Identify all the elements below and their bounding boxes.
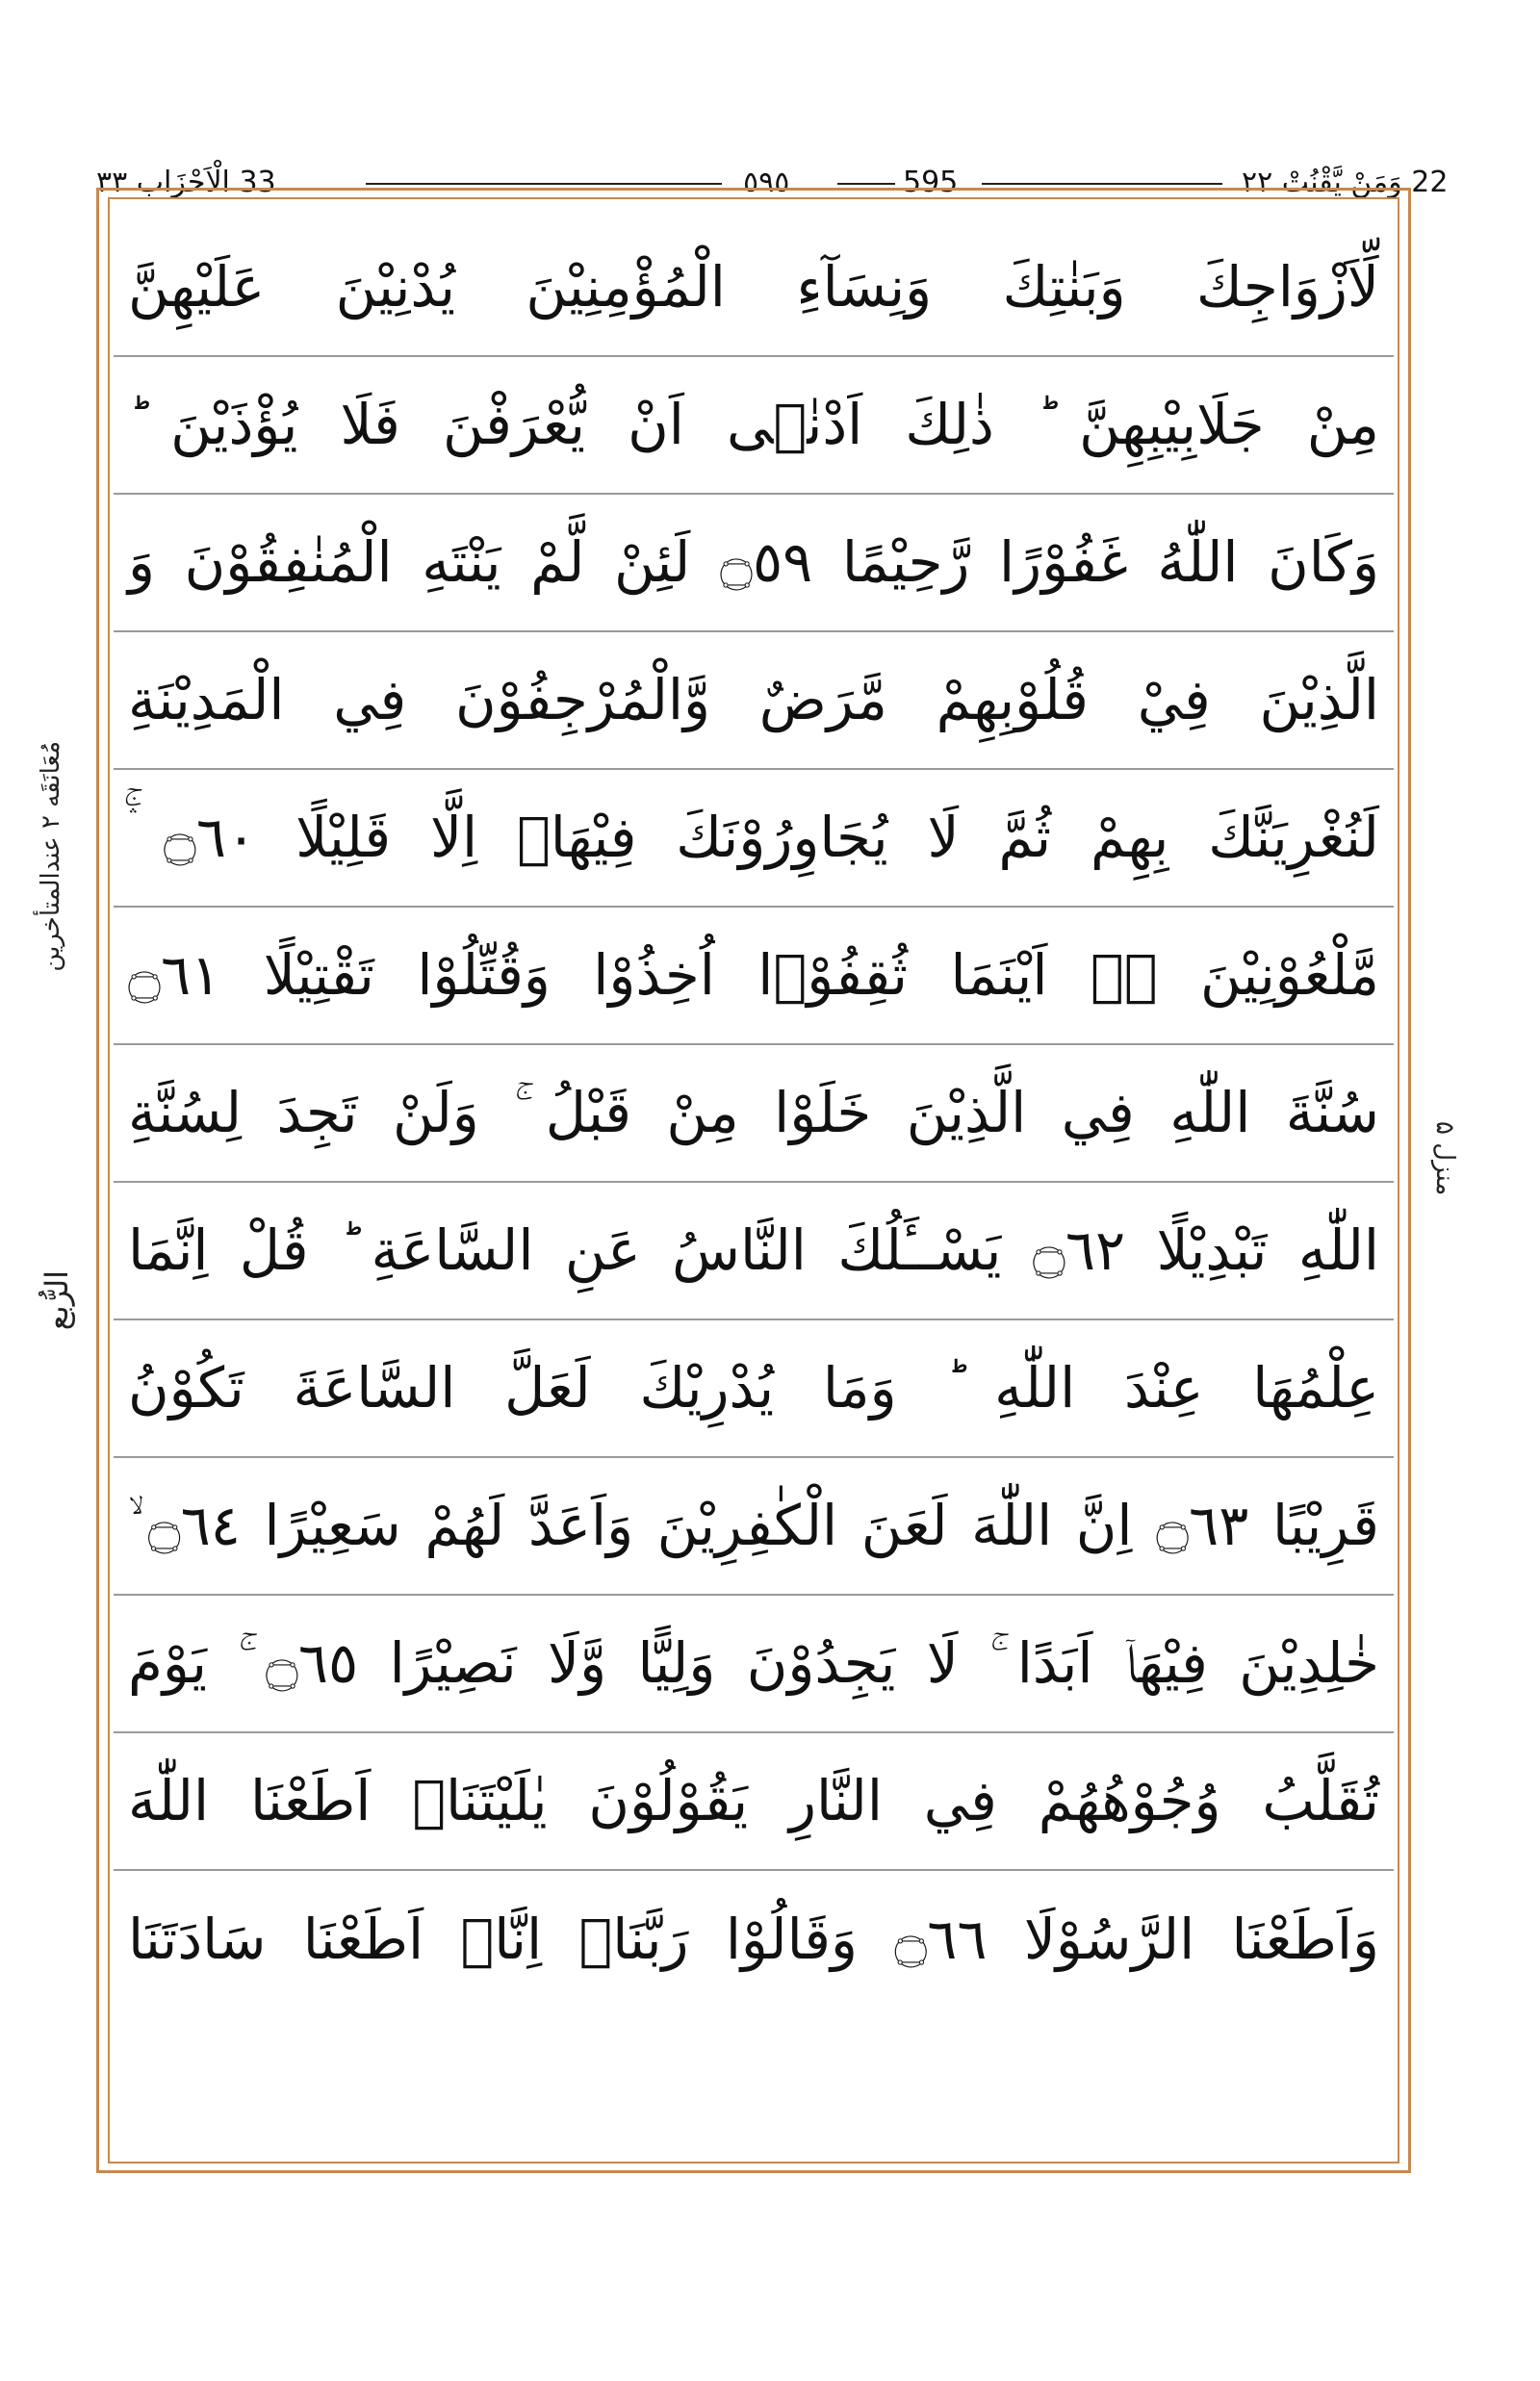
- manzil-marker: منزل ۵: [1430, 1121, 1459, 1196]
- verse-text: لَنُغْرِيَنَّكَ بِهِمْ ثُمَّ لَا يُجَاوِرُوْنَكَ فِيْهَاۤ اِلَّا قَلِيْلًا ۝٦٠ ۛۚ: [128, 805, 1379, 870]
- text-line: [114, 1596, 1394, 1733]
- verse-text: وَاَطَعْنَا الرَّسُوْلَا ۝٦٦ وَقَالُوْا رَبَّنَاۤ اِنَّاۤ اَطَعْنَا سَادَتَنَا: [128, 1907, 1379, 1972]
- text-line: [114, 908, 1394, 1045]
- text-line: [114, 1871, 1394, 2009]
- text-line: [114, 1183, 1394, 1320]
- header-rule-right: [982, 183, 1222, 185]
- header-rule-middle: [837, 183, 895, 185]
- verse-text: تُقَلَّبُ وُجُوْهُهُمْ فِي النَّارِ يَقُوْلُوْنَ يٰلَيْتَنَاۤ اَطَعْنَا اللّٰهَ: [128, 1768, 1379, 1833]
- text-line: [114, 1733, 1394, 1871]
- text-line: [114, 1320, 1394, 1458]
- page-number: 595: [903, 166, 959, 199]
- juz-label: 22 وَمَنْ يَّقْنُتْ ٢٢: [1242, 166, 1449, 199]
- quran-text-block: [114, 219, 1394, 2009]
- verse-text: مِنْ جَلَابِيْبِهِنَّ ؕ ذٰلِكَ اَدْنٰۤى اَنْ يُّعْرَفْنَ فَلَا يُؤْذَيْنَ ؕ: [128, 392, 1379, 457]
- verse-text: الَّذِيْنَ فِيْ قُلُوْبِهِمْ مَّرَضٌ وَّالْمُرْجِفُوْنَ فِي الْمَدِيْنَةِ: [128, 667, 1379, 732]
- page-number-arabic: ٥٩٥: [743, 166, 790, 199]
- verse-text: عِلْمُهَا عِنْدَ اللّٰهِ ؕ وَمَا يُدْرِيْكَ لَعَلَّ السَّاعَةَ تَكُوْنُ: [128, 1355, 1379, 1421]
- text-line: [114, 632, 1394, 770]
- verse-text: مَّلْعُوْنِيْنَ ۛۚ اَيْنَمَا ثُقِفُوْۤا اُخِذُوْا وَقُتِّلُوْا تَقْتِيْلًا ۝٦١: [128, 942, 1379, 1008]
- verse-text: وَكَانَ اللّٰهُ غَفُوْرًا رَّحِيْمًا ۝٥٩ لَئِنْ لَّمْ يَنْتَهِ الْمُنٰفِقُوْنَ وَ: [128, 529, 1380, 595]
- surah-label: 33 الْاَحْزَاب ٣٣: [96, 166, 276, 199]
- verse-text: لِّاَزْوَاجِكَ وَبَنٰتِكَ وَنِسَآءِ الْمُؤْمِنِيْنَ يُدْنِيْنَ عَلَيْهِنَّ: [128, 254, 1379, 320]
- header-rule-left: [366, 183, 722, 185]
- margin-note-left: مُعَانَقَه ٢ عندالمتأخرين: [37, 741, 65, 972]
- verse-text: خٰلِدِيْنَ فِيْهَاۤ اَبَدًا ۚ لَا يَجِدُوْنَ وَلِيًّا وَّلَا نَصِيْرًا ۝٦٥ ۚ يَوْمَ: [128, 1630, 1379, 1696]
- text-line: [114, 770, 1394, 908]
- text-line: [114, 219, 1394, 357]
- text-line: [114, 1458, 1394, 1596]
- text-line: [114, 1045, 1394, 1183]
- verse-text: قَرِيْبًا ۝٦٣ اِنَّ اللّٰهَ لَعَنَ الْكٰفِرِيْنَ وَاَعَدَّ لَهُمْ سَعِيْرًا ۝٦٤ ۙ: [128, 1493, 1379, 1558]
- verse-text: اللّٰهِ تَبْدِيْلًا ۝٦٢ يَسْــَٔلُكَ النَّاسُ عَنِ السَّاعَةِ ؕ قُلْ اِنَّمَا: [128, 1217, 1379, 1283]
- text-line: [114, 357, 1394, 495]
- verse-text: سُنَّةَ اللّٰهِ فِي الَّذِيْنَ خَلَوْا مِنْ قَبْلُ ۚ وَلَنْ تَجِدَ لِسُنَّةِ: [128, 1080, 1379, 1145]
- margin-rub-marker: الرُّبع: [38, 1270, 75, 1331]
- text-line: [114, 495, 1394, 632]
